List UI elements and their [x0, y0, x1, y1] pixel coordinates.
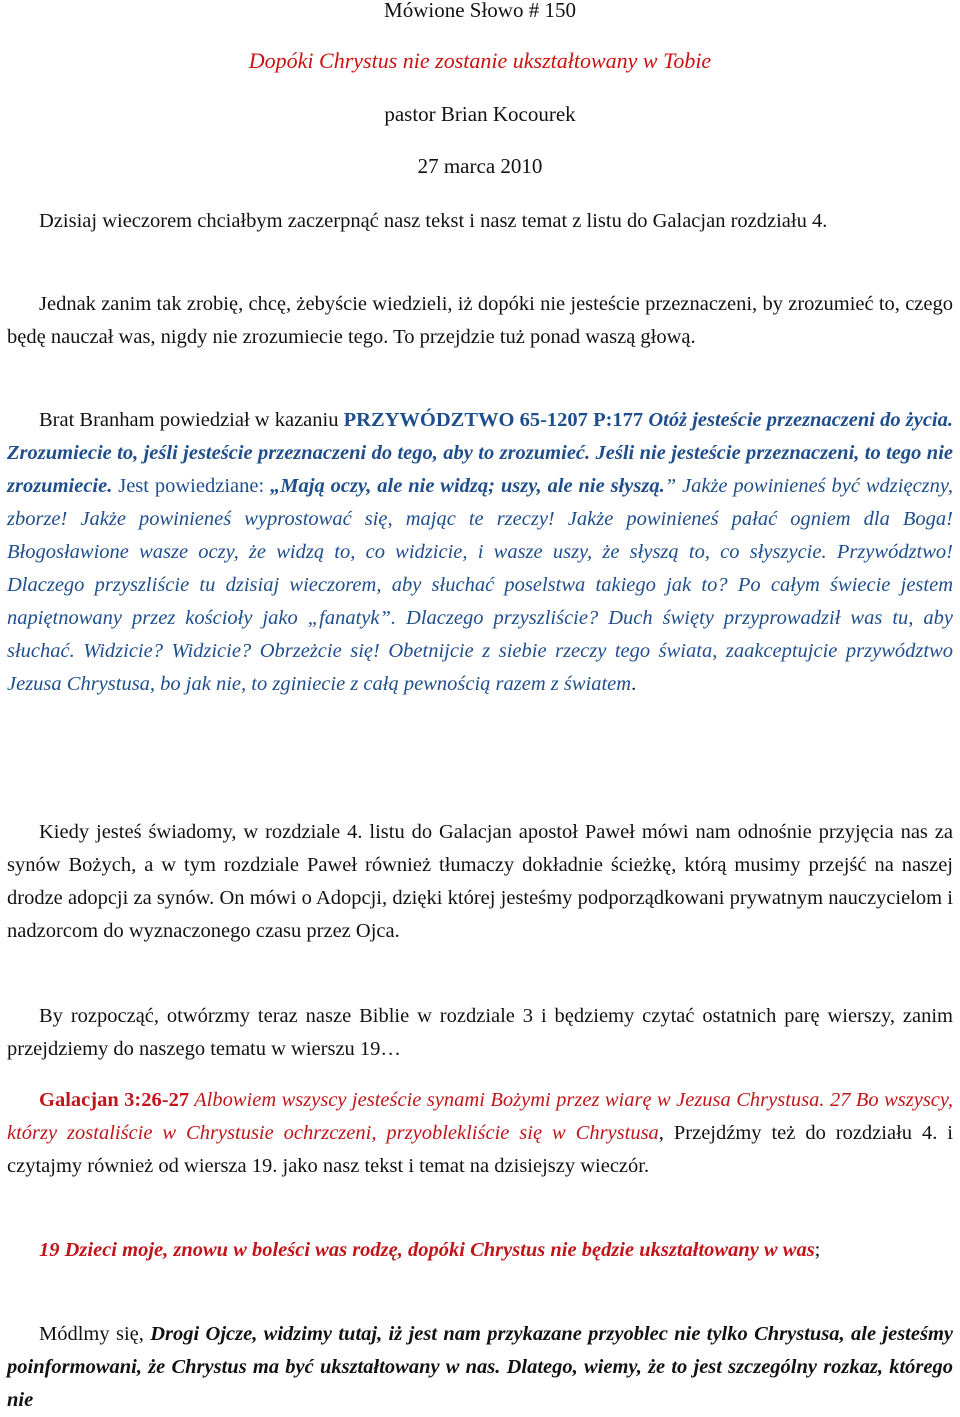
prayer-text: Drogi Ojcze, widzimy tutaj, iż jest nam przykazane przyoblec nie tylko Chrystusa, ale jesteśmy poinformowani, że Chrystus ma być ukształtowany w nas. Dlatego, wiemy, że to jest szczególny rozkaz, którego nie [7, 1323, 953, 1411]
paragraph-intro-text: Dzisiaj wieczorem chciałbym zaczerpnąć nasz tekst i nasz temat z listu do Galacjan rozdziału 4. [39, 210, 828, 232]
verse-text: Albowiem wszyscy jesteście synami Bożymi przez wiarę w Jezusa Chrystusa. 27 Bo wszyscy, którzy zostaliście w Chrystusie ochrzczeni, przyoblekliście się w Chrystusa [7, 1089, 954, 1144]
paragraph-galatians [7, 1084, 953, 1183]
paragraph-predestination [7, 288, 953, 354]
sermon-title: Dopóki Chrystus nie zostanie ukształtowany w Tobie [248, 48, 712, 73]
prayer-intro: Módlmy się, [39, 1323, 151, 1345]
quote-part-5: ” Jakże powinieneś być wdzięczny, zborze! Jakże powinieneś wyprostować się, mając te rzeczy! Jakże powinieneś pałać ogniem dla Boga! Błogosławione wasze oczy, że widzą to, co widzicie, i wasze uszy, że słyszą to, co słyszycie. Przywództwo! Dlaczego przyszliście tu dzisiaj wieczorem, aby słuchać poselstwa takiego jak to? Po całym świecie jestem napiętnowany przez kościoły jako „fanatyk”. Dlaczego przyszliście? Duch święty przyprowadził was tu, aby słuchać. Widzicie? Widzicie? Obrzeżcie się! Obetnijcie z siebie rzeczy tego świata, zaakceptujcie przywództwo Jezusa Chrystusa, bo jak nie, to zginiecie z całą pewnością razem z światem [7, 475, 953, 695]
paragraph-verse-19 [7, 1234, 953, 1267]
document-header: Mówione Słowo # 150 [384, 0, 576, 22]
paragraph-intro [7, 204, 953, 238]
paragraph-open-bibles [7, 1000, 953, 1066]
quote-part-2: Zrozumiecie to, jeśli jesteście przeznaczeni do tego, aby to zrozumieć. Jeśli nie jesteście przeznaczeni, to tego nie zrozumiecie. [7, 442, 953, 497]
paragraph-predestination-text: Jednak zanim tak zrobię, chcę, żebyście wiedzieli, iż dopóki nie jesteście przeznaczeni, by zrozumieć to, czego będę nauczał was, nigdy nie zrozumiecie tego. To przejdzie tuż ponad waszą głową. [7, 293, 953, 348]
verse-19-text: 19 Dzieci moje, znowu w boleści was rodzę, dopóki Chrystus nie będzie ukształtowany w was [39, 1239, 815, 1261]
quote-end: . [631, 673, 637, 695]
paragraph-adoption-text: Kiedy jesteś świadomy, w rozdziale 4. listu do Galacjan apostoł Paweł mówi nam odnośnie przyjęcia nas za synów Bożych, a w tym rozdziale Paweł również tłumaczy dokładnie ścieżkę, którą musimy przejść na naszej drodze adopcji za synów. On mówi o Adopcji, dzięki której jesteśmy podporządkowani prywatnym nauczycielom i nadzorcom do wyznaczonego czasu przez Ojca. [7, 821, 953, 942]
quote-part-1: Otóż jesteście przeznaczeni do życia. [643, 409, 953, 431]
paragraph-branham-quote [7, 404, 953, 701]
date: 27 marca 2010 [417, 154, 543, 178]
quote-part-3: Jest powiedziane: [112, 475, 271, 497]
author: pastor Brian Kocourek [384, 102, 576, 126]
paragraph-prayer [7, 1318, 953, 1417]
verse-19-end: ; [814, 1239, 821, 1261]
quote-part-4: „Mają oczy, ale nie widzą; uszy, ale nie słyszą. [270, 475, 665, 497]
paragraph-open-bibles-text: By rozpocząć, otwórzmy teraz nasze Biblie w rozdziale 3 i będziemy czytać ostatnich parę wierszy, zanim przejdziemy do naszego tematu w wierszu 19… [7, 1005, 953, 1060]
quote-intro: Brat Branham powiedział w kazaniu [39, 409, 344, 431]
verse-reference: Galacjan 3:26-27 [39, 1089, 190, 1111]
quote-reference: PRZYWÓDZTWO 65-1207 P:177 [343, 409, 644, 431]
paragraph-adoption [7, 816, 953, 948]
paragraph-galatians-rest: , Przejdźmy też do rozdziału 4. i czytajmy również od wiersza 19. jako nasz tekst i temat na dzisiejszy wieczór. [7, 1122, 953, 1177]
